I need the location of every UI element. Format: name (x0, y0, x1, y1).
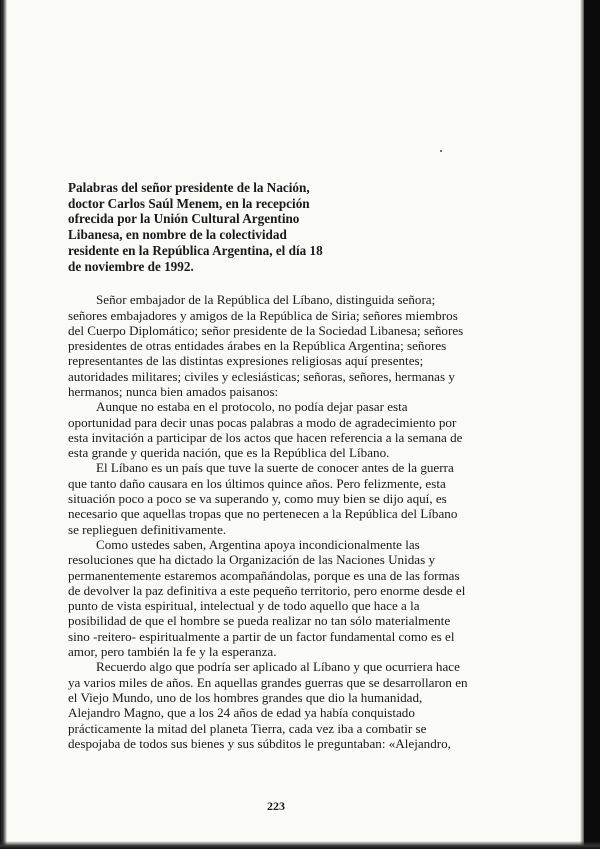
paragraph-start-line: Señor embajador de la República del Líbano, distinguida señora; (96, 292, 436, 308)
text-line: esta grande y querida nación, que es la República del Líbano. (68, 445, 390, 461)
title-line: doctor Carlos Saúl Menem, en la recepción (68, 195, 310, 211)
text-line: que tanto daño causara en los últimos quince años. Pero felizmente, esta (68, 475, 446, 491)
scan-speck (440, 150, 442, 152)
title-line: residente en la República Argentina, el día 18 (68, 242, 323, 258)
text-line: esta invitación a participar de los actos que hacen referencia a la semana de (68, 429, 463, 445)
speech-title (68, 180, 340, 274)
title-line: Libanesa, en nombre de la colectividad (68, 227, 287, 243)
text-line: ya varios miles de años. En aquellas grandes guerras que se desarrollaron en (68, 674, 468, 690)
text-line: Alejandro Magno, que a los 24 años de edad ya había conquistado (68, 705, 415, 721)
text-line: representantes de las distintas expresiones religiosas aquí presentes; (68, 353, 424, 369)
text-line: punto de vista espiritual, intelectual y de todo aquello que hace a la (68, 598, 420, 614)
text-line: despojaba de todos sus bienes y sus súbditos le preguntaban: «Alejandro, (68, 735, 451, 751)
text-line: amor, pero también la fe y la esperanza. (68, 644, 277, 660)
title-line: Palabras del señor presidente de la Nación, (68, 180, 310, 195)
title-line: de noviembre de 1992. (68, 258, 194, 274)
paragraph-start-line: Recuerdo algo que podría ser aplicado al Líbano y que ocurriera hace (96, 659, 460, 675)
text-line: sino -reitero- espiritualmente a partir de un factor fundamental como es el (68, 628, 455, 644)
text-line: prácticamente la mitad del planeta Tierra, cada vez iba a combatir se (68, 720, 427, 736)
document-page (68, 180, 488, 751)
text-line: del Cuerpo Diplomático; señor presidente de la Sociedad Libanesa; señores (68, 322, 464, 338)
text-line: necesario que aquellas tropas que no pertenecen a la República del Líbano (68, 506, 458, 522)
paragraph-start-line: Como ustedes saben, Argentina apoya incondicionalmente las (96, 536, 420, 552)
text-line: presidentes de otras entidades árabes en la República Argentina; señores (68, 338, 447, 354)
title-line: ofrecida por la Unión Cultural Argentino (68, 211, 300, 227)
text-line: posibilidad de que el hombre se pueda realizar no tan sólo materialmente (68, 613, 451, 629)
scan-edge-right (584, 0, 600, 849)
text-line: de devolver la paz definitiva a este pequeño territorio, pero enorme desde el (68, 582, 466, 598)
text-line: situación poco a poco se va superando y, como muy bien se dijo aquí, es (68, 491, 447, 507)
speech-body (68, 292, 488, 751)
paragraph-start-line: El Líbano es un país que tuve la suerte de conocer antes de la guerra (96, 460, 454, 476)
paragraph-start-line: Aunque no estaba en el protocolo, no podía dejar pasar esta (96, 399, 408, 415)
text-line: señores embajadores y amigos de la República de Siria; señores miembros (68, 307, 458, 323)
text-line: hermanos; nunca bien amados paisanos: (68, 384, 279, 399)
text-line: se replieguen definitivamente. (68, 521, 227, 537)
text-line: oportunidad para decir unas pocas palabras a modo de agradecimiento por (68, 414, 457, 430)
page-number: 223 (267, 799, 285, 813)
text-line: resoluciones que ha dictado la Organización de las Naciones Unidas y (68, 552, 435, 568)
text-line: el Viejo Mundo, uno de los hombres grandes que dio la humanidad, (68, 689, 423, 705)
scan-edge-left (0, 0, 7, 849)
text-line: autoridades militares; civiles y eclesiásticas; señoras, señores, hermanas y (68, 368, 455, 384)
text-line: permanentemente estaremos acompañándolas, porque es una de las formas (68, 567, 460, 583)
scan-edge-bottom (0, 841, 600, 849)
